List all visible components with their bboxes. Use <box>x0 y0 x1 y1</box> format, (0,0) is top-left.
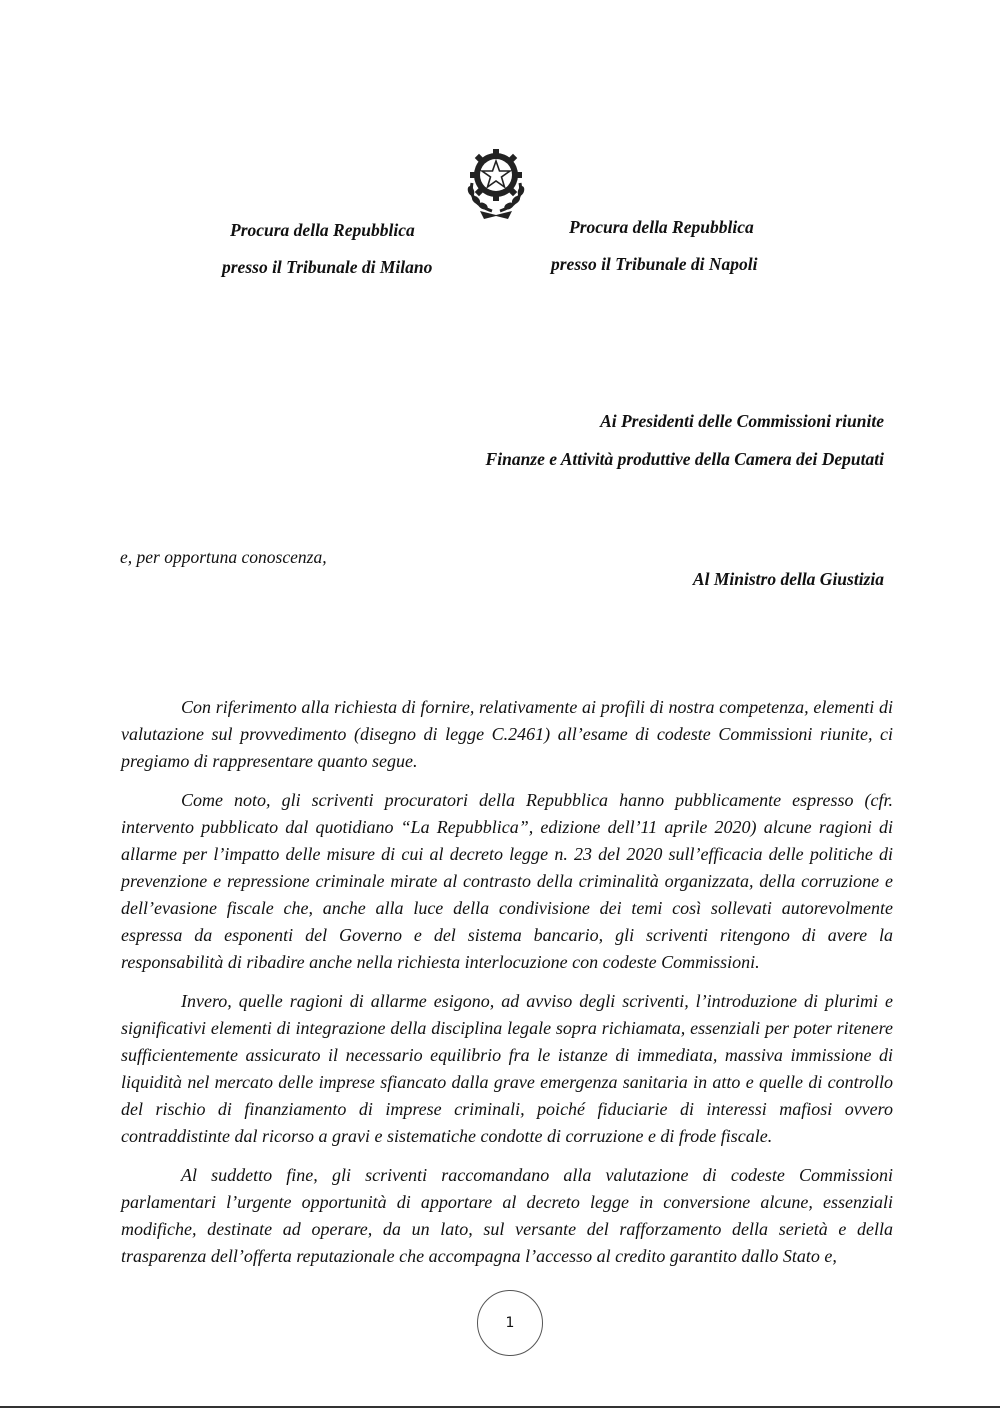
page-number: 1 <box>505 1315 515 1331</box>
body-paragraph: Come noto, gli scriventi procuratori della Repubblica hanno pubblicamente espresso (cfr. intervento pubblicato dal quotidiano “La Repubblica”, edizione dell’11 aprile 2020) alcune ragioni di allarme per l’impatto delle misure di cui al decreto legge n. 23 del 2020 sull’efficacia delle politiche di prevenzione e repressione criminale mirate al contrasto della criminalità organizzata, della corruzione e dell’evasione fiscale che, anche alla luce della condivisione dei temi così sollevati autorevolmente espressa da esponenti del Governo e del sistema bancario, gli scriventi ritengono di avere la responsabilità di ribadire anche nella richiesta interlocuzione con codeste Commissioni. <box>121 790 893 972</box>
header-left-office: Procura della Repubblica <box>230 220 415 240</box>
body-paragraph: Invero, quelle ragioni di allarme esigono, ad avviso degli scriventi, l’introduzione di plurimi e significativi elementi di integrazione della disciplina legale sopra richiamata, essenziali per poter ritenere sufficientemente assicurato il necessario equilibrio fra le istanze di immediata, massiva immissione di liquidità nel mercato delle imprese sfiancato dalla grave emergenza sanitaria in atto e quelle di controllo del rischio di finanziamento di imprese criminali, poiché fiduciarie di interessi mafiosi ovvero contraddistinte dal ricorso a gravi e sistematiche condotte di corruzione e di frode fiscale. <box>121 991 893 1146</box>
cc-recipient: Al Ministro della Giustizia <box>692 569 884 589</box>
cc-label: e, per opportuna conoscenza, <box>120 547 327 567</box>
letter-body <box>121 694 893 1282</box>
header-right-office: Procura della Repubblica <box>569 217 754 237</box>
header-left-court: presso il Tribunale di Milano <box>222 257 433 277</box>
header-right-court: presso il Tribunale di Napoli <box>551 254 758 274</box>
body-paragraph: Con riferimento alla richiesta di fornire, relativamente ai profili di nostra competenza, elementi di valutazione sul provvedimento (disegno di legge C.2461) all’esame di codeste Commissioni riunite, ci pregiamo di rappresentare quanto segue. <box>121 697 893 771</box>
page-bottom-edge <box>0 1406 1000 1408</box>
italian-republic-emblem-icon <box>462 145 530 221</box>
addressee-line-2: Finanze e Attività produttive della Camera dei Deputati <box>485 449 884 469</box>
addressee-line-1: Ai Presidenti delle Commissioni riunite <box>600 411 884 431</box>
body-paragraph: Al suddetto fine, gli scriventi raccomandano alla valutazione di codeste Commissioni parlamentari l’urgente opportunità di apportare al decreto legge in conversione alcune, essenziali modifiche, destinate ad operare, da un lato, sul versante del rafforzamento della serietà e della trasparenza dell’offerta reputazionale che accompagna l’accesso al credito garantito dallo Stato e, <box>121 1165 893 1266</box>
